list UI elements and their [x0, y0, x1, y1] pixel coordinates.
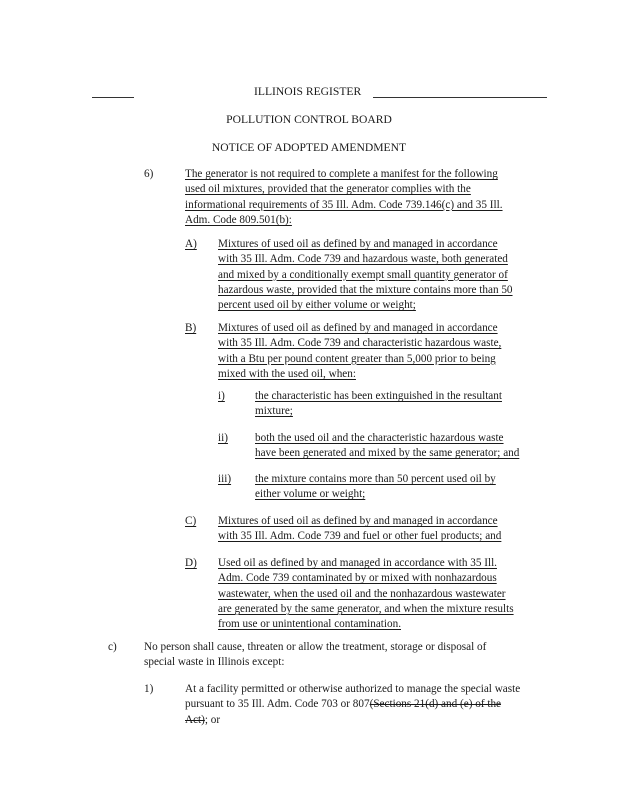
item-6-text: The generator is not required to complete a manifest for the following used oil mixtures, provided that the generator complies with the informational requirements of 35 Ill. Adm. Code 739.146(c) and 35 Ill. Adm. Code 809.501(b): — [185, 168, 503, 226]
notice-title: NOTICE OF ADOPTED AMENDMENT — [211, 141, 407, 154]
struck-text-1: (Sections 21(d) and (e) of the — [369, 698, 502, 711]
register-title: ILLINOIS REGISTER — [254, 85, 362, 98]
item-c-text: No person shall cause, threaten or allow the treatment, storage or disposal of special waste in Illinois except: — [144, 641, 487, 669]
item-iii-text: the mixture contains more than 50 percent used oil by either volume or weight; — [255, 473, 496, 501]
item-A-label: A) — [185, 238, 197, 250]
header-left-rule — [92, 97, 134, 98]
item-1-label: 1) — [144, 683, 154, 695]
item-iii-label: iii) — [218, 473, 232, 485]
item-A-text: Mixtures of used oil as defined by and managed in accordance with 35 Ill. Adm. Code 739 and hazardous waste, both generated and mixed by a conditionally exempt small quantity generator of hazardous waste, provided that the mixture contains more than 50 percent used oil by either volume or weight; — [218, 238, 513, 312]
item-D-label: D) — [185, 557, 197, 569]
item-c-label: c) — [108, 641, 117, 653]
struck-text-2: Act) — [185, 713, 205, 726]
item-ii-label: ii) — [218, 432, 228, 444]
header-right-rule — [373, 97, 547, 98]
item-6-label: 6) — [144, 168, 154, 180]
item-i-label: i) — [218, 390, 225, 402]
board-title: POLLUTION CONTROL BOARD — [226, 113, 392, 126]
item-1-text: At a facility permitted or otherwise authorized to manage the special waste pursuant to 35 Ill. Adm. Code 703 or 807(Sections 21(d) and (e) of the Act); or — [185, 683, 521, 726]
item-D-text: Used oil as defined by and managed in accordance with 35 Ill. Adm. Code 739 contaminated by or mixed with nonhazardous wastewater, when the used oil and the nonhazardous wastewater are generated by the same generator, and when the mixture results from use or unintentional contamination. — [218, 557, 514, 631]
item-B-text: Mixtures of used oil as defined by and managed in accordance with 35 Ill. Adm. Code 739 and characteristic hazardous waste, with a Btu per pound content greater than 5,000 prior to being mixed with the used oil, when: — [218, 322, 502, 380]
item-B-label: B) — [185, 322, 197, 334]
item-C-label: C) — [185, 515, 197, 527]
item-i-text: the characteristic has been extinguished in the resultant mixture; — [255, 390, 502, 418]
item-ii-text: both the used oil and the characteristic hazardous waste have been generated and mixed by the same generator; and — [255, 432, 520, 460]
item-C-text: Mixtures of used oil as defined by and managed in accordance with 35 Ill. Adm. Code 739 and fuel or other fuel products; and — [218, 515, 502, 543]
